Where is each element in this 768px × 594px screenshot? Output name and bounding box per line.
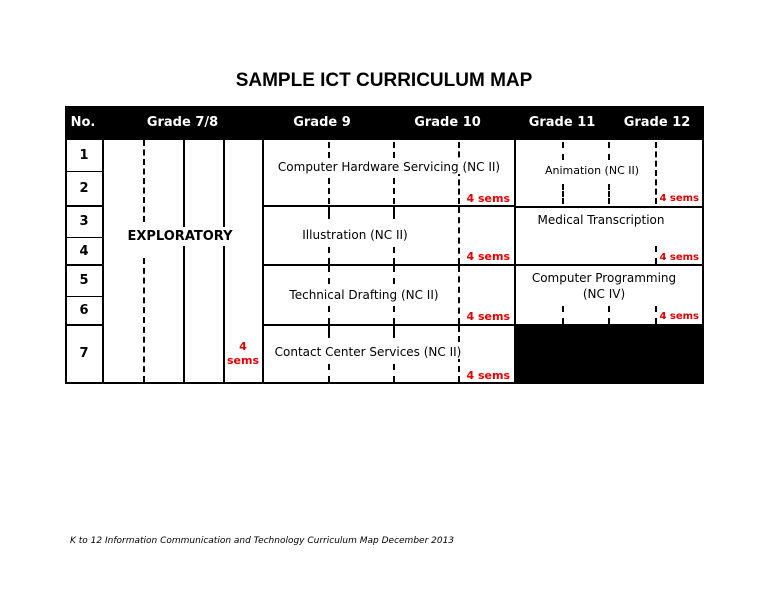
course-medical-transcription: Medical Transcription bbox=[537, 213, 665, 227]
course-medical-transcription-sems: 4 sems bbox=[659, 252, 699, 263]
g11-dash bbox=[608, 142, 610, 160]
g910-row-line bbox=[262, 264, 516, 266]
row-line bbox=[65, 237, 104, 238]
g9-dash bbox=[328, 207, 330, 219]
row-number: 2 bbox=[79, 181, 89, 196]
g9-dash bbox=[328, 178, 330, 204]
g910-row-line bbox=[262, 324, 516, 326]
g11-dash bbox=[608, 184, 610, 204]
g9-dash bbox=[393, 247, 395, 264]
row-number: 4 bbox=[79, 244, 89, 259]
g1112-row-line bbox=[514, 264, 704, 266]
header-no: No. bbox=[70, 115, 96, 130]
course-computer-programming-sems: 4 sems bbox=[659, 311, 699, 322]
exploratory-label: EXPLORATORY bbox=[120, 227, 240, 246]
g9-dash bbox=[328, 247, 330, 264]
course-technical-drafting: Technical Drafting (NC II) bbox=[272, 288, 456, 302]
header-grade-12: Grade 12 bbox=[623, 115, 691, 130]
border-g78 bbox=[262, 140, 264, 384]
course-illustration-sems: 4 sems bbox=[466, 250, 510, 263]
g11-dash bbox=[608, 306, 610, 324]
row-line bbox=[65, 296, 104, 297]
header-grade-7-8: Grade 7/8 bbox=[146, 115, 219, 130]
g1112-row-line bbox=[514, 206, 704, 208]
row-line bbox=[65, 205, 104, 207]
row-number: 3 bbox=[79, 214, 89, 229]
course-chs-sems: 4 sems bbox=[466, 192, 510, 205]
g11-dash bbox=[562, 184, 564, 204]
g9-dash bbox=[393, 266, 395, 284]
row-number: 5 bbox=[79, 273, 89, 288]
g9-dash bbox=[328, 306, 330, 324]
course-computer-programming: Computer Programming (NC IV) bbox=[531, 271, 677, 301]
header-grade-11: Grade 11 bbox=[528, 115, 596, 130]
page-title: SAMPLE ICT CURRICULUM MAP bbox=[235, 70, 533, 91]
course-animation-sems: 4 sems bbox=[659, 193, 699, 204]
g9-dash bbox=[393, 207, 395, 219]
header-grade-9: Grade 9 bbox=[293, 115, 351, 130]
course-contact-center: Contact Center Services (NC II) bbox=[268, 345, 468, 359]
border-no-col bbox=[102, 140, 104, 384]
row-line bbox=[65, 171, 104, 172]
row-number: 1 bbox=[79, 148, 89, 163]
exploratory-sems-unit: sems bbox=[226, 354, 260, 367]
g9-dash bbox=[328, 364, 330, 382]
course-chs: Computer Hardware Servicing (NC II) bbox=[268, 160, 510, 174]
footer-note: K to 12 Information Communication and Technology Curriculum Map December 2013 bbox=[70, 536, 455, 546]
g9-dash bbox=[328, 326, 330, 338]
exploratory-sems bbox=[225, 340, 261, 368]
course-illustration: Illustration (NC II) bbox=[270, 228, 440, 242]
row-line bbox=[65, 324, 104, 326]
g9-dash bbox=[393, 142, 395, 158]
g9-dash bbox=[393, 306, 395, 324]
header-grade-10: Grade 10 bbox=[414, 115, 481, 130]
g9-dash bbox=[393, 326, 395, 338]
g9-dash bbox=[393, 178, 395, 204]
empty-block bbox=[514, 324, 704, 384]
row-line bbox=[65, 264, 104, 266]
g78-dash bbox=[143, 140, 145, 222]
g78-dash bbox=[143, 258, 145, 382]
course-animation: Animation (NC II) bbox=[530, 164, 654, 177]
g78-subcol bbox=[183, 140, 185, 384]
exploratory-sems-number: 4 bbox=[239, 340, 247, 353]
g9-dash bbox=[328, 142, 330, 158]
g9-dash bbox=[393, 364, 395, 382]
table-header bbox=[65, 106, 704, 140]
course-contact-center-sems: 4 sems bbox=[466, 369, 510, 382]
row-number: 6 bbox=[79, 303, 89, 318]
g11-dash bbox=[562, 142, 564, 160]
row-number: 7 bbox=[79, 346, 89, 361]
g11-dash bbox=[562, 306, 564, 324]
g910-row-line bbox=[262, 205, 516, 207]
g9-dash bbox=[328, 266, 330, 284]
course-technical-drafting-sems: 4 sems bbox=[466, 310, 510, 323]
